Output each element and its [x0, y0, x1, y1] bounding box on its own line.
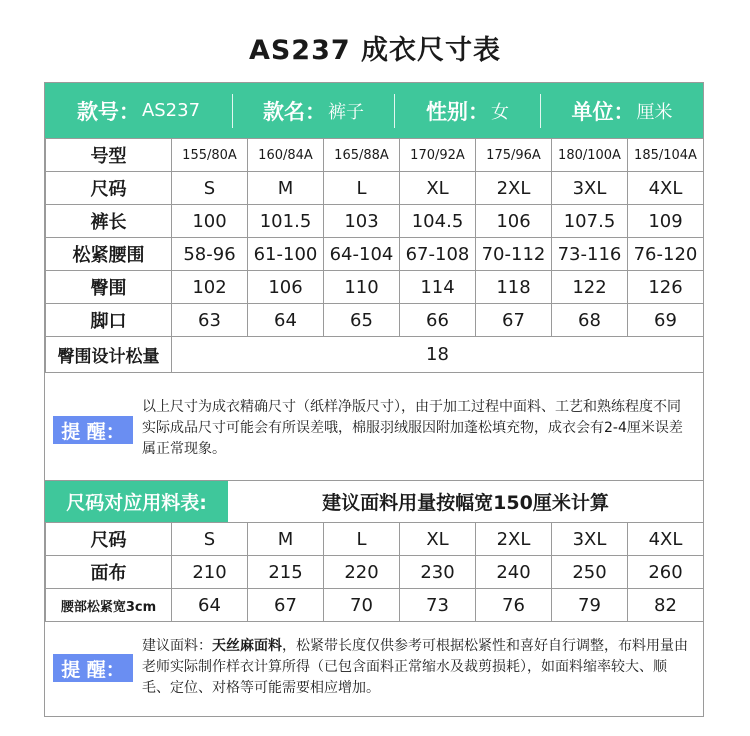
table-cell: 106 [476, 205, 552, 238]
table-cell: 58-96 [172, 238, 248, 271]
allowance-label: 臀围设计松量 [46, 337, 172, 373]
table-cell: 260 [628, 556, 704, 589]
table-row [46, 238, 704, 271]
table-cell: 126 [628, 271, 704, 304]
table-cell: 3XL [552, 172, 628, 205]
table-cell: 82 [628, 589, 704, 622]
table-cell: XL [400, 523, 476, 556]
fabric-suggestion-text: ，松紧带长度仅供参考可根据松紧性和喜好自行调整，布料用量由老师实际制作样衣计算所得（已包含面料正常缩水及裁剪损耗），如面料缩率较大、顺毛、定位、对格等可能需要相应增加。 [142, 638, 688, 696]
table-cell: 64-104 [324, 238, 400, 271]
table-cell: 240 [476, 556, 552, 589]
table-cell: 67 [248, 589, 324, 622]
reminder-label: 提 醒： [53, 654, 133, 682]
table-cell: 106 [248, 271, 324, 304]
fabric-table [45, 522, 704, 622]
table-cell: 73-116 [552, 238, 628, 271]
fabric-suggestion-prefix: 建议面料： [142, 638, 212, 654]
table-row [46, 271, 704, 304]
unit-cell [541, 83, 703, 138]
table-cell: 102 [172, 271, 248, 304]
table-cell: 155/80A [172, 139, 248, 172]
table-cell: 69 [628, 304, 704, 337]
fabric-width-note: 建议面料用量按幅宽150厘米计算 [322, 492, 609, 514]
table-cell: 73 [400, 589, 476, 622]
row-label: 裤长 [46, 205, 172, 238]
style-number-value: AS237 [141, 100, 201, 121]
table-cell: S [172, 523, 248, 556]
table-cell: 63 [172, 304, 248, 337]
table-cell: 61-100 [248, 238, 324, 271]
table-row [46, 556, 704, 589]
table-cell: 65 [324, 304, 400, 337]
table-cell: S [172, 172, 248, 205]
table-cell: 67-108 [400, 238, 476, 271]
table-row [46, 589, 704, 622]
unit-key: 单位： [571, 99, 635, 124]
table-cell: 109 [628, 205, 704, 238]
table-cell: 210 [172, 556, 248, 589]
table-cell: 215 [248, 556, 324, 589]
header-divider [232, 94, 233, 128]
table-cell: 4XL [628, 172, 704, 205]
row-label: 尺码 [46, 172, 172, 205]
table-cell: 185/104A [628, 139, 704, 172]
table-cell: 160/84A [248, 139, 324, 172]
table-cell: 70-112 [476, 238, 552, 271]
table-cell: 70 [324, 589, 400, 622]
table-cell: 76-120 [628, 238, 704, 271]
table-cell: 220 [324, 556, 400, 589]
table-cell: 2XL [476, 523, 552, 556]
header-bar [45, 83, 703, 138]
table-cell: 104.5 [400, 205, 476, 238]
table-cell: 76 [476, 589, 552, 622]
header-divider [540, 94, 541, 128]
table-cell: 122 [552, 271, 628, 304]
table-row [46, 523, 704, 556]
unit-value: 厘米 [636, 101, 673, 123]
style-name-key: 款名： [263, 99, 326, 124]
table-cell: 2XL [476, 172, 552, 205]
table-cell: 68 [552, 304, 628, 337]
table-cell: 64 [248, 304, 324, 337]
table-cell: 79 [552, 589, 628, 622]
table-cell: 107.5 [552, 205, 628, 238]
table-cell: 100 [172, 205, 248, 238]
allowance-row [46, 337, 704, 373]
style-number-key: 款号： [76, 99, 140, 124]
row-label: 松紧腰围 [46, 238, 172, 271]
reminder-label: 提 醒： [53, 416, 133, 444]
reminder-text: 以上尺寸为成衣精确尺寸（纸样净版尺寸），由于加工过程中面料、工艺和熟练程度不同实际成品尺寸可能会有所误差哦，棉服羽绒服因附加蓬松填充物，成衣会有2-4厘米误差属正常现象。 [142, 399, 683, 457]
table-cell: M [248, 523, 324, 556]
table-cell: 170/92A [400, 139, 476, 172]
row-label: 尺码 [46, 523, 172, 556]
style-name-value: 裤子 [328, 101, 364, 123]
table-cell: 64 [172, 589, 248, 622]
style-number-cell [45, 83, 232, 138]
gender-key: 性别： [426, 99, 489, 124]
reminder-text-2 [142, 636, 694, 699]
fabric-table-label: 尺码对应用料表: [45, 481, 228, 522]
row-label: 臀围 [46, 271, 172, 304]
table-row [46, 172, 704, 205]
table-row [46, 304, 704, 337]
row-label: 面布 [46, 556, 172, 589]
table-cell: 165/88A [324, 139, 400, 172]
table-cell: 230 [400, 556, 476, 589]
table-cell: 66 [400, 304, 476, 337]
table-cell: 180/100A [552, 139, 628, 172]
table-cell: 103 [324, 205, 400, 238]
gender-cell [395, 83, 540, 138]
row-label: 腰部松紧宽3cm [46, 589, 172, 622]
table-cell: M [248, 172, 324, 205]
table-cell: 114 [400, 271, 476, 304]
table-cell: 118 [476, 271, 552, 304]
table-row [46, 139, 704, 172]
style-name-cell [233, 83, 394, 138]
allowance-value: 18 [172, 337, 704, 373]
table-cell: 110 [324, 271, 400, 304]
row-label: 脚口 [46, 304, 172, 337]
page-title: AS237 成衣尺寸表 [248, 35, 502, 66]
table-cell: 175/96A [476, 139, 552, 172]
size-table [45, 138, 704, 373]
table-cell: 67 [476, 304, 552, 337]
table-cell: 3XL [552, 523, 628, 556]
row-label: 号型 [46, 139, 172, 172]
table-cell: L [324, 172, 400, 205]
table-cell: 4XL [628, 523, 704, 556]
table-cell: 250 [552, 556, 628, 589]
table-row [46, 205, 704, 238]
table-cell: 101.5 [248, 205, 324, 238]
gender-value: 女 [491, 101, 509, 123]
table-cell: XL [400, 172, 476, 205]
header-divider [394, 94, 395, 128]
fabric-suggestion-name: 天丝麻面料 [212, 638, 282, 654]
table-cell: L [324, 523, 400, 556]
